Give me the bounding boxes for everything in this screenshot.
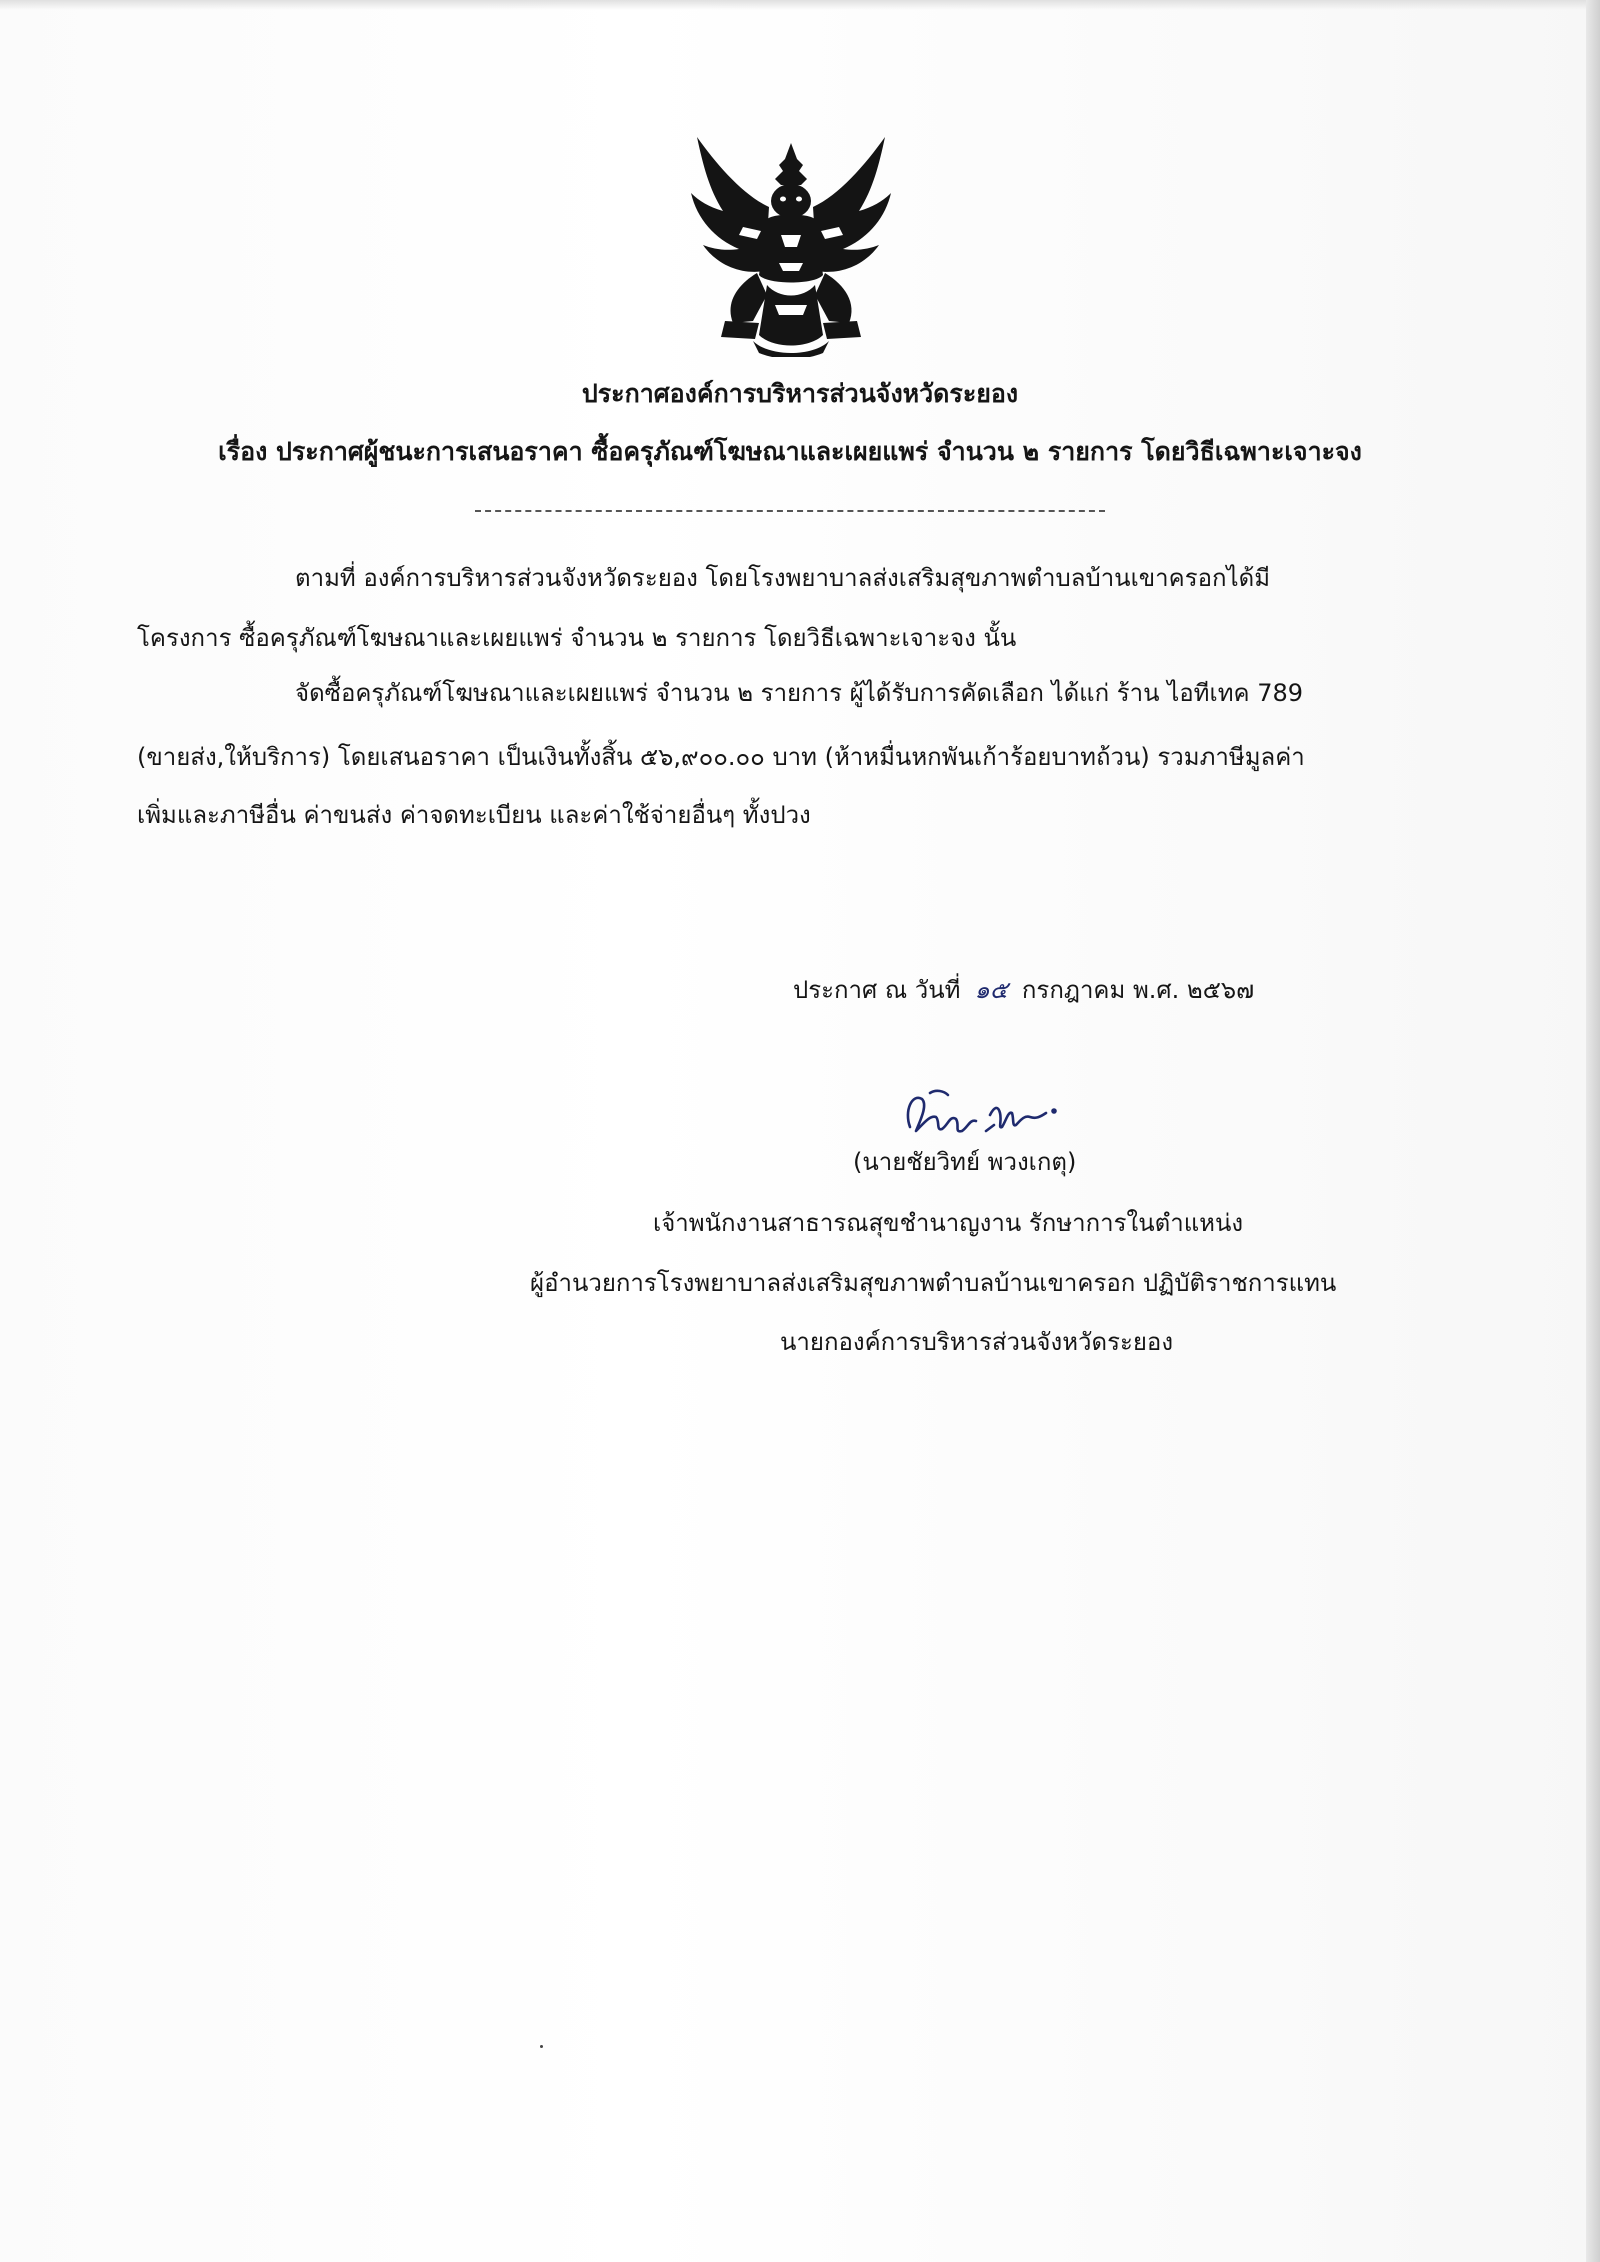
date-day-handwritten: ๑๕ [974,976,1008,1004]
header-divider [475,510,1105,512]
signer-position-line-3: นายกองค์การบริหารส่วนจังหวัดระยอง [780,1328,1174,1356]
scan-speck [540,2045,543,2048]
body-line-1: ตามที่ องค์การบริหารส่วนจังหวัดระยอง โดยโรงพยาบาลส่งเสริมสุขภาพตำบลบ้านเขาครอกได้มี [295,564,1271,592]
scan-top-shadow [0,0,1600,10]
body-line-2: โครงการ ซื้อครุภัณฑ์โฆษณาและเผยแพร่ จำนวน ๒ รายการ โดยวิธีเฉพาะเจาะจง นั้น [137,624,1017,652]
announcement-subject: เรื่อง ประกาศผู้ชนะการเสนอราคา ซื้อครุภัณฑ์โฆษณาและเผยแพร่ จำนวน ๒ รายการ โดยวิธีเฉพาะเจาะจง [218,437,1362,466]
body-line-3: จัดซื้อครุภัณฑ์โฆษณาและเผยแพร่ จำนวน ๒ รายการ ผู้ได้รับการคัดเลือก ได้แก่ ร้าน ไอทีเทค 789 [295,679,1304,707]
announcement-title: ประกาศองค์การบริหารส่วนจังหวัดระยอง [581,379,1019,408]
announcement-date [793,970,1254,1009]
signer-position-line-1: เจ้าพนักงานสาธารณสุขชำนาญงาน รักษาการในตำแหน่ง [653,1209,1244,1237]
date-prefix: ประกาศ ณ วันที่ [793,976,961,1004]
date-month-year: กรกฎาคม พ.ศ. ๒๕๖๗ [1021,976,1255,1004]
scan-right-edge [1586,0,1600,2262]
signer-position-line-2: ผู้อำนวยการโรงพยาบาลส่งเสริมสุขภาพตำบลบ้านเขาครอก ปฏิบัติราชการแทน [530,1269,1337,1297]
signer-name: (นายชัยวิทย์ พวงเกตุ) [853,1148,1077,1176]
body-line-4: (ขายส่ง,ให้บริการ) โดยเสนอราคา เป็นเงินทั้งสิ้น ๕๖,๙๐๐.๐๐ บาท (ห้าหมื่นหกพันเก้าร้อยบาทถ้วน) รวมภาษีมูลค่า [137,743,1305,771]
body-line-5: เพิ่มและภาษีอื่น ค่าขนส่ง ค่าจดทะเบียน และค่าใช้จ่ายอื่นๆ ทั้งปวง [137,801,811,829]
garuda-emblem-icon [683,135,899,357]
